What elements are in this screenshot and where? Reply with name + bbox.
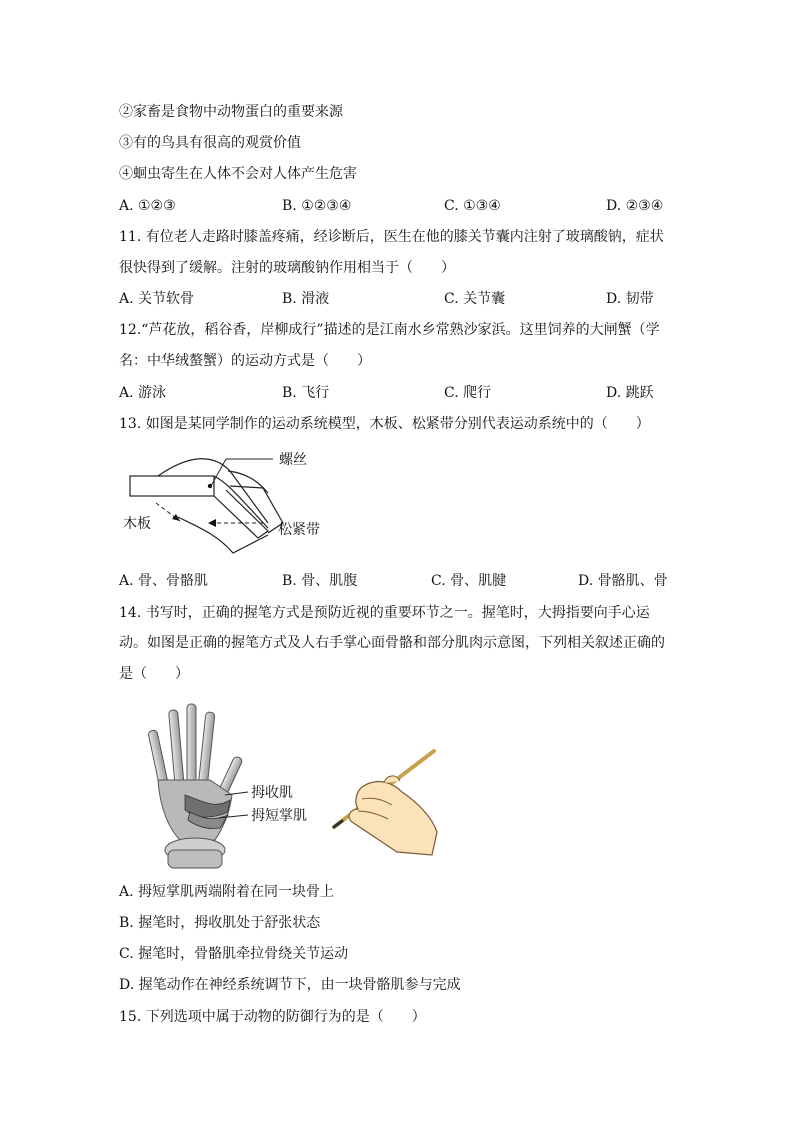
q14-option-a[interactable]: A. 拇短掌肌两端附着在同一块骨上 xyxy=(119,884,335,900)
q11-option-c[interactable]: C. 关节囊 xyxy=(444,291,506,307)
q14-stem-line1: 14. 书写时，正确的握笔方式是预防近视的重要环节之一。握笔时，大拇指要向手心运 xyxy=(119,605,650,621)
q13-option-b[interactable]: B. 骨、肌腹 xyxy=(282,573,358,589)
q12-option-b[interactable]: B. 飞行 xyxy=(282,385,330,401)
q11-option-d[interactable]: D. 韧带 xyxy=(606,291,654,307)
q10-option-c[interactable]: C. ①③④ xyxy=(444,198,501,214)
label-board: 木板 xyxy=(123,516,151,532)
q12-option-a[interactable]: A. 游泳 xyxy=(119,385,167,401)
q12-option-c[interactable]: C. 爬行 xyxy=(444,385,492,401)
q12-option-d[interactable]: D. 跳跃 xyxy=(606,385,654,401)
label-adductor-pollicis: 拇收肌 xyxy=(251,785,293,801)
q11-option-a[interactable]: A. 关节软骨 xyxy=(119,291,195,307)
q10-option-b[interactable]: B. ①②③④ xyxy=(282,198,352,214)
q11-stem-line2: 很快得到了缓解。注射的玻璃酸钠作用相当于（ ） xyxy=(119,260,455,276)
label-elastic-band: 松紧带 xyxy=(278,522,320,538)
q14-option-c[interactable]: C. 握笔时，骨骼肌牵拉骨绕关节运动 xyxy=(119,946,349,962)
label-abductor-pollicis-brevis: 拇短掌肌 xyxy=(251,808,307,824)
q14-stem-line3: 是（ ） xyxy=(119,666,189,682)
hand-skeleton-illustration xyxy=(140,700,250,870)
q10-option-d[interactable]: D. ②③④ xyxy=(606,198,664,214)
q14-option-b[interactable]: B. 握笔时，拇收肌处于舒张状态 xyxy=(119,915,321,931)
statement-2: ②家畜是食物中动物蛋白的重要来源 xyxy=(119,104,343,120)
q11-stem-line1: 11. 有位老人走路时膝盖疼痛，经诊断后，医生在他的膝关节囊内注射了玻璃酸钠，症状 xyxy=(119,229,664,245)
q13-option-a[interactable]: A. 骨、骨骼肌 xyxy=(119,573,209,589)
label-screw: 螺丝 xyxy=(279,452,307,468)
q11-option-b[interactable]: B. 滑液 xyxy=(282,291,330,307)
q12-stem-line2: 名：中华绒螯蟹）的运动方式是（ ） xyxy=(119,353,371,369)
q15-stem: 15. 下列选项中属于动物的防御行为的是（ ） xyxy=(119,1009,426,1025)
q12-stem-line1: 12.“芦花放，稻谷香，岸柳成行”描述的是江南水乡常熟沙家浜。这里饲养的大闸蟹（学 xyxy=(119,322,660,338)
q13-stem: 13. 如图是某同学制作的运动系统模型，木板、松紧带分别代表运动系统中的（ ） xyxy=(119,416,650,432)
statement-3: ③有的鸟具有很高的观赏价值 xyxy=(119,135,301,151)
statement-4: ④蛔虫寄生在人体不会对人体产生危害 xyxy=(119,166,357,182)
q10-option-a[interactable]: A. ①②③ xyxy=(119,198,176,214)
q13-option-d[interactable]: D. 骨骼肌、骨 xyxy=(578,573,668,589)
hand-holding-pen-illustration xyxy=(322,747,442,857)
q14-stem-line2: 动。如图是正确的握笔方式及人右手掌心面骨骼和部分肌肉示意图，下列相关叙述正确的 xyxy=(119,635,665,651)
q13-option-c[interactable]: C. 骨、肌腱 xyxy=(431,573,507,589)
q14-option-d[interactable]: D. 握笔动作在神经系统调节下，由一块骨骼肌参与完成 xyxy=(119,977,461,993)
